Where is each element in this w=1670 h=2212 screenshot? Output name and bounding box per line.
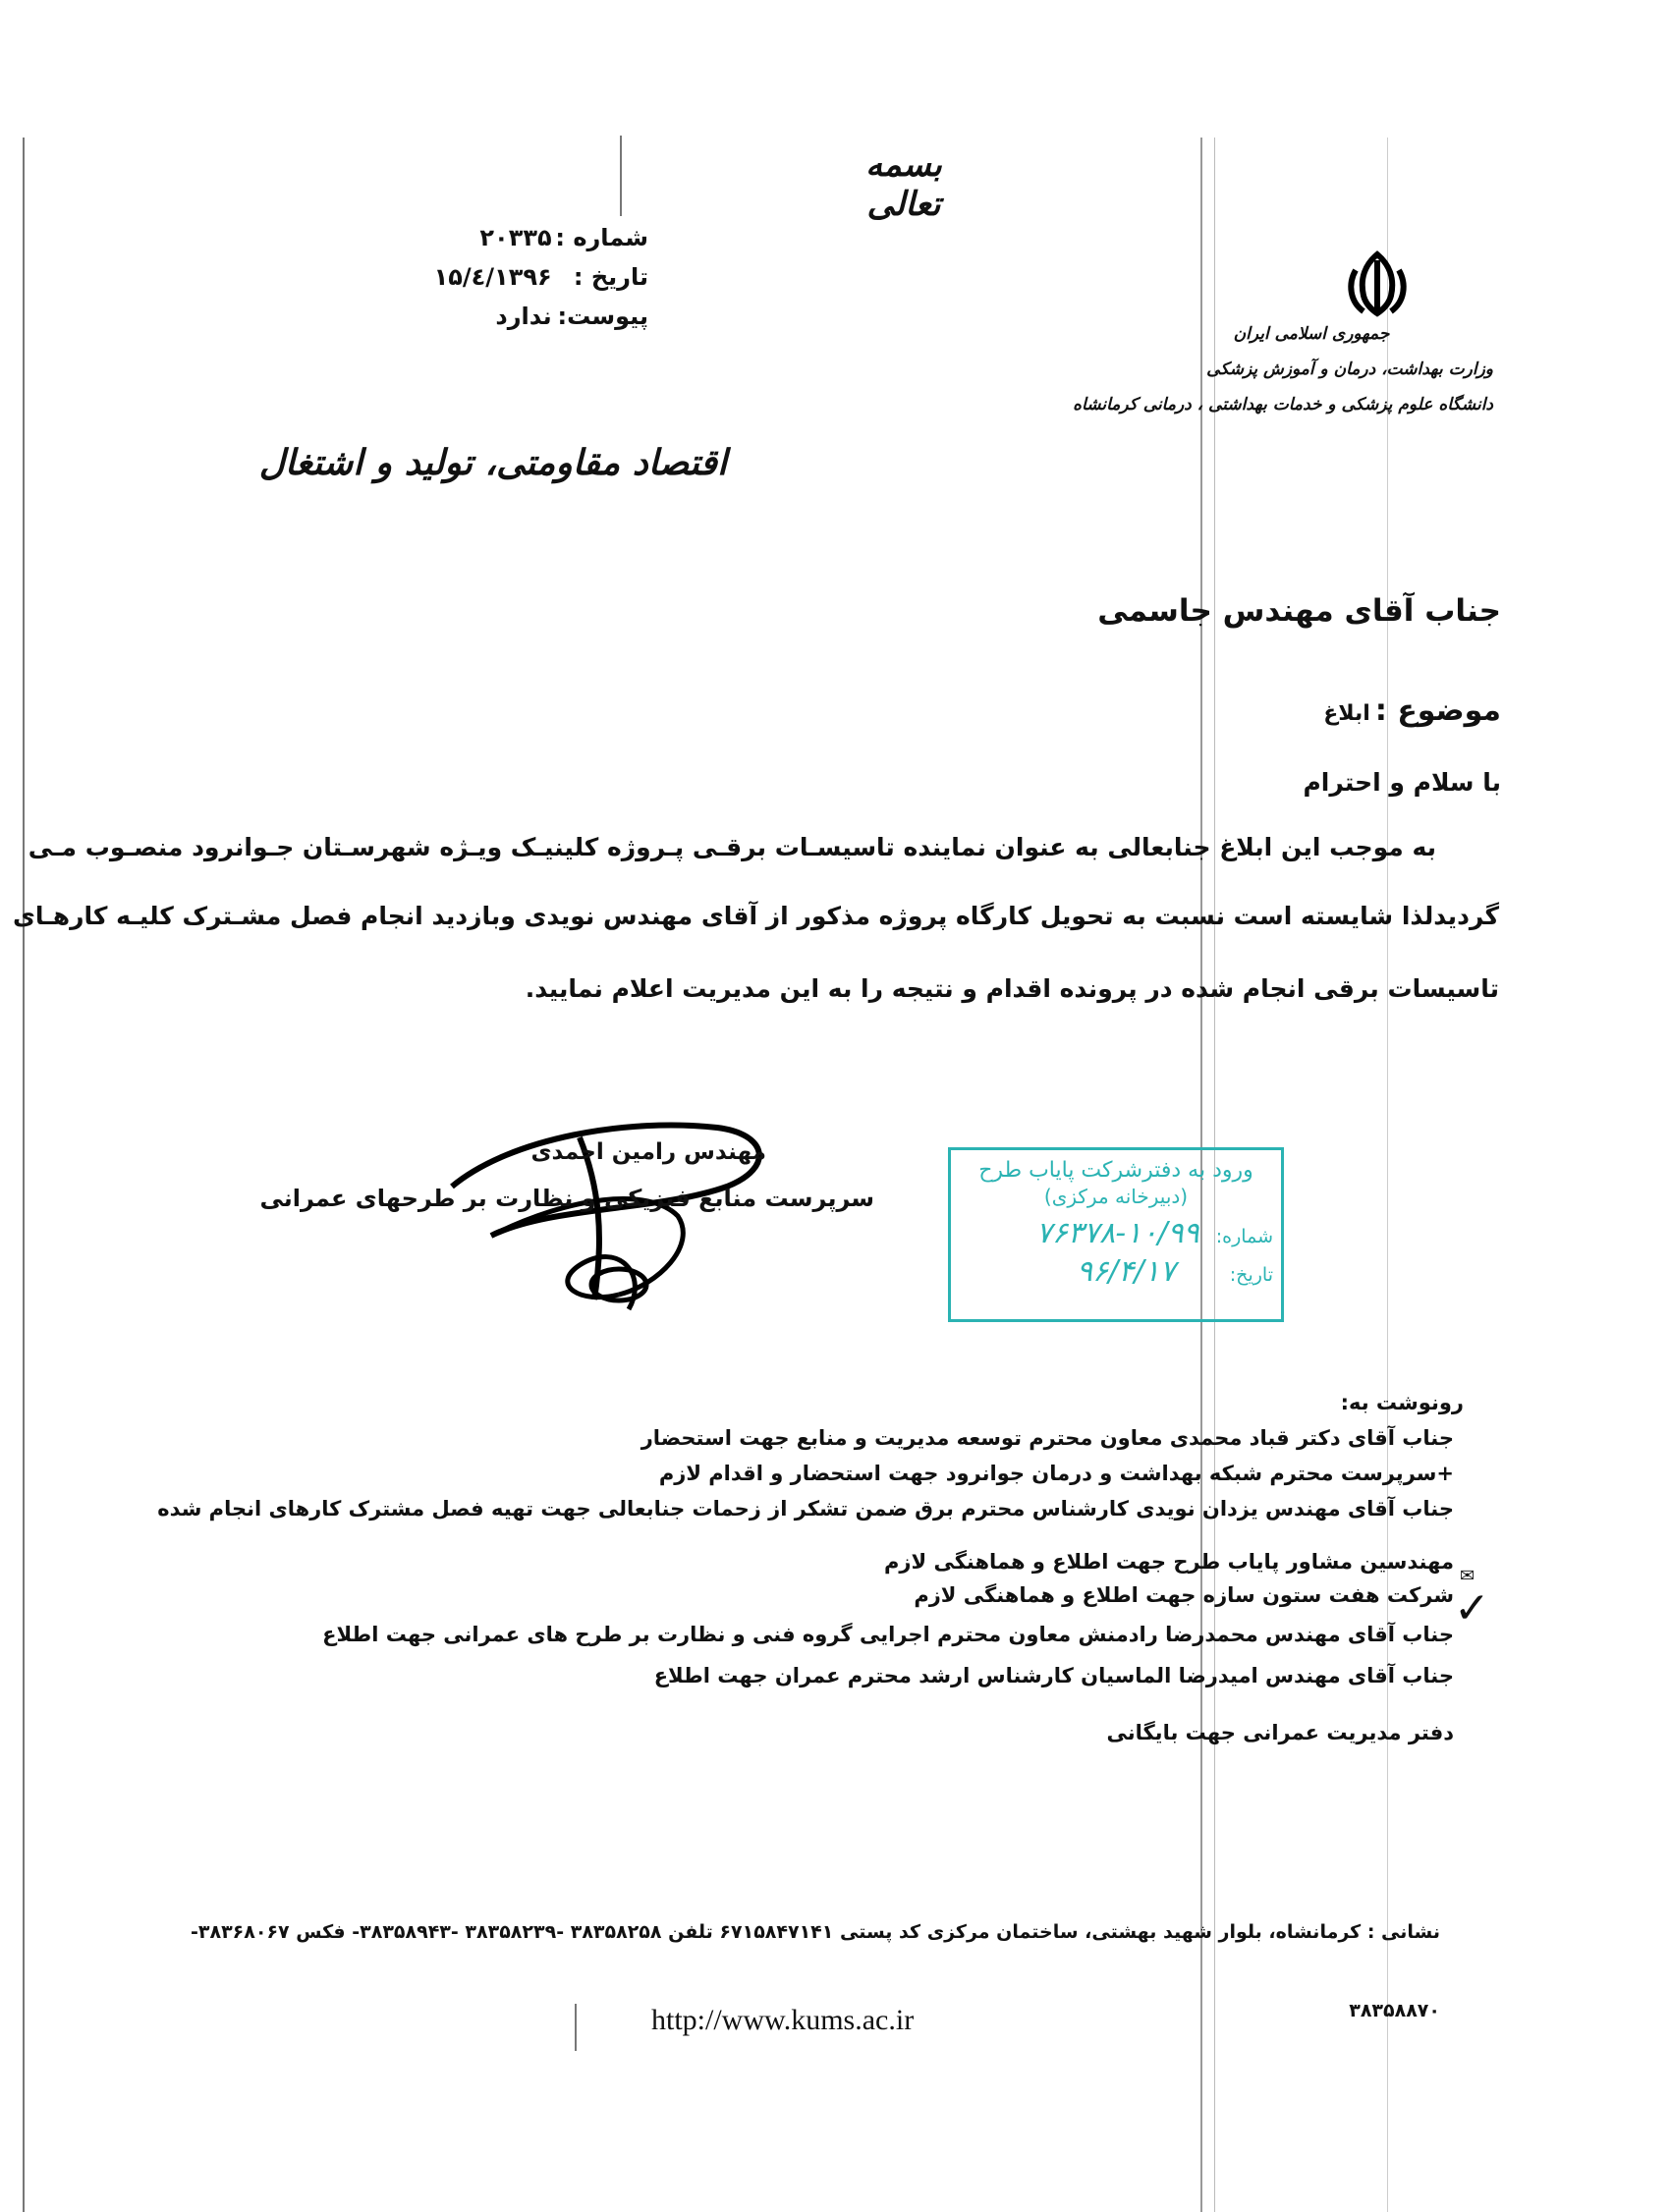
cc-item-8: دفتر مدیریت عمرانی جهت بایگانی bbox=[1106, 1721, 1454, 1744]
cc-item-4: مهندسین مشاور پایاب طرح جهت اطلاع و هماهنگی لازم bbox=[884, 1550, 1454, 1574]
scan-line-header-divider bbox=[620, 136, 622, 216]
attachment-row bbox=[383, 303, 648, 342]
attachment-value: ندارد bbox=[495, 303, 552, 330]
number-label: شماره : bbox=[555, 224, 648, 251]
stamp-line-1: ورود به دفترشرکت پایاب طرح bbox=[978, 1158, 1253, 1183]
cc-item-7: جناب آقای مهندس امیدرضا الماسیان کارشناس ارشد محترم عمران جهت اطلاع bbox=[653, 1664, 1454, 1687]
subject-value: ابلاغ bbox=[1323, 701, 1370, 726]
letter-meta bbox=[383, 224, 648, 342]
number-row bbox=[383, 224, 648, 263]
body-line-2: گردیدلذا شایسته است نسبت به تحویل کارگاه پروژه مذکور از آقای مهندس نویدی وبازدید انجام فصل مشـترک کلیـه کارهـای bbox=[12, 902, 1499, 930]
checkmark-icon: ✓ bbox=[1454, 1583, 1490, 1633]
date-row bbox=[383, 263, 648, 303]
cc-item-6: جناب آقای مهندس محمدرضا رادمنش معاون محترم اجرایی گروه فنی و نظارت بر طرح های عمرانی جهت اطلاع bbox=[322, 1623, 1454, 1646]
signatory-name: مهندس رامین احمدی bbox=[530, 1139, 766, 1165]
date-label: تاریخ : bbox=[573, 263, 648, 291]
bismillah: بسمه تعالی bbox=[865, 145, 942, 224]
envelope-mark-icon: ✉ bbox=[1460, 1566, 1475, 1586]
scan-line-footer-divider bbox=[575, 2004, 577, 2051]
stamp-date-row bbox=[951, 1254, 1281, 1289]
scan-line-right bbox=[1387, 138, 1388, 2212]
org-line-1: جمهوری اسلامی ایران bbox=[1233, 324, 1390, 344]
cc-item-5: شرکت هفت ستون سازه جهت اطلاع و هماهنگی لازم bbox=[914, 1583, 1454, 1607]
receipt-stamp bbox=[948, 1147, 1284, 1322]
cc-heading: رونوشت به: bbox=[1340, 1391, 1464, 1414]
stamp-date-value: ۹۶/۴/۱۷ bbox=[1076, 1254, 1176, 1289]
stamp-date-label: تاریخ: bbox=[1229, 1264, 1273, 1286]
footer-url[interactable]: http://www.kums.ac.ir bbox=[651, 2004, 915, 2036]
org-line-3: دانشگاه علوم پزشکی و خدمات بهداشتی ، درمانی کرمانشاه bbox=[1073, 395, 1493, 415]
cc-item-1: جناب آقای دکتر قباد محمدی معاون محترم توسعه مدیریت و منابع جهت استحضار bbox=[640, 1426, 1454, 1450]
org-line-2: وزارت بهداشت، درمان و آموزش پزشکی bbox=[1206, 359, 1493, 379]
footer-address-line-1: نشانی : کرمانشاه، بلوار شهید بهشتی، ساختمان مرکزی کد پستی ۶۷۱۵۸۴۷۱۴۱ تلفن ۳۸۳۵۸۲۵۸ -۳۸۳۵۸۲۳۹ -۳۸۳۵۸۹۴۳- فکس ۳۸۳۶۸۰۶۷- bbox=[190, 1921, 1440, 1943]
cc-item-3: جناب آقای مهندس یزدان نویدی کارشناس محترم برق ضمن تشکر از زحمات جنابعالی جهت تهیه فصل مشترک کارهای انجام شده bbox=[157, 1497, 1454, 1521]
org-block bbox=[1073, 324, 1493, 415]
subject-row bbox=[1081, 693, 1501, 728]
subject-label: موضوع : bbox=[1374, 693, 1501, 728]
stamp-number-row bbox=[951, 1216, 1281, 1250]
number-value: ۲۰۳۳۵ bbox=[479, 224, 552, 251]
recipient: جناب آقای مهندس جاسمی bbox=[1097, 593, 1501, 629]
slogan: اقتصاد مقاومتی، تولید و اشتغال bbox=[258, 442, 727, 483]
stamp-number-value: ۱۰/۹۹-۷۶۳۷۸ bbox=[1035, 1216, 1199, 1250]
footer-address-line-2: ۳۸۳۵۸۸۷۰ bbox=[1349, 2000, 1440, 2021]
cc-item-2: +سرپرست محترم شبکه بهداشت و درمان جوانرود جهت استحضار و اقدام لازم bbox=[658, 1462, 1454, 1485]
body-line-3: تاسیسات برقی انجام شده در پرونده اقدام و نتیجه را به این مدیریت اعلام نمایید. bbox=[525, 974, 1499, 1003]
stamp-number-label: شماره: bbox=[1215, 1226, 1273, 1247]
signatory-title: سرپرست منابع فیزیکی و نظارت بر طرحهای عمرانی bbox=[259, 1185, 874, 1212]
date-value: ۱۳۹۶/٤/۱۵ bbox=[433, 263, 552, 291]
scan-line-left bbox=[23, 138, 25, 2212]
iran-emblem-icon bbox=[1346, 250, 1409, 319]
greeting: با سلام و احترام bbox=[1303, 768, 1501, 797]
stamp-line-2: (دبیرخانه مرکزی) bbox=[1043, 1185, 1189, 1208]
body-line-1: به موجب این ابلاغ جنابعالی به عنوان نماینده تاسیسـات برقـی پـروژه کلینیـک ویـژه شهرسـتان جـوانرود منصـوب مـی bbox=[28, 833, 1436, 861]
attachment-label: پیوست: bbox=[557, 303, 648, 330]
